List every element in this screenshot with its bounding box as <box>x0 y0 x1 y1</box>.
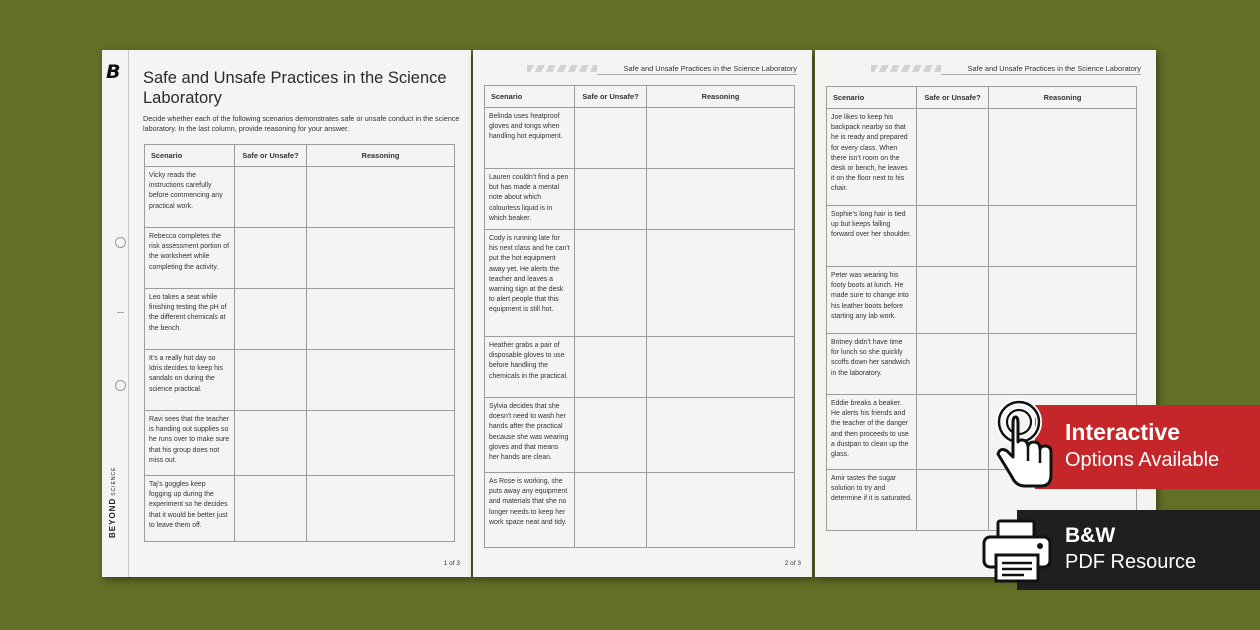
safe-unsafe-cell[interactable] <box>917 470 989 531</box>
page-number: 2 of 3 <box>784 560 801 567</box>
reasoning-cell[interactable] <box>989 267 1137 334</box>
table-row <box>145 228 455 289</box>
brand-logo: B <box>106 61 121 83</box>
safe-unsafe-cell[interactable] <box>575 108 647 169</box>
scenario-cell: Rebecca completes the risk assessment portion of the worksheet while completing the activity. <box>145 228 235 289</box>
interactive-banner-subtitle: Options Available <box>1065 449 1220 471</box>
safe-unsafe-cell[interactable] <box>917 206 989 267</box>
column-header-safe-unsafe: Safe or Unsafe? <box>917 87 989 109</box>
scenario-cell: Peter was wearing his footy boots at lunch. He made sure to change into his leather boots before starting any lab work. <box>827 267 917 334</box>
brand-vertical-text: BEYONDSCIENCE <box>108 466 117 538</box>
running-header <box>871 63 1141 74</box>
scenario-cell: Sylvia decides that she doesn’t need to wash her hands after the practical because she was wearing gloves and that means her hands are clean. <box>485 398 575 473</box>
table-row <box>145 476 455 542</box>
safe-unsafe-cell[interactable] <box>575 169 647 230</box>
punch-hole-icon <box>115 380 126 391</box>
scenario-cell: Eddie breaks a beaker. He alerts his friends and the teacher of the danger and then proceeds to use a dustpan to clean up the glass. <box>827 395 917 470</box>
scenario-cell: Ravi sees that the teacher is handing out supplies so he runs over to make sure that his group does not miss out. <box>145 411 235 476</box>
scenario-cell: As Rose is working, she puts away any equipment and materials that she no longer needs to keep her work space neat and tidy. <box>485 473 575 548</box>
header-stripes <box>871 65 941 72</box>
table-row <box>827 206 1137 267</box>
binding-line <box>128 50 129 577</box>
column-header-scenario: Scenario <box>827 87 917 109</box>
reasoning-cell[interactable] <box>647 337 795 398</box>
reasoning-cell[interactable] <box>989 109 1137 206</box>
column-header-reasoning: Reasoning <box>989 87 1137 109</box>
column-header-reasoning: Reasoning <box>647 86 795 108</box>
table-row <box>485 230 795 337</box>
safe-unsafe-cell[interactable] <box>917 395 989 470</box>
printer-icon <box>980 519 1056 583</box>
touch-hand-icon <box>985 397 1065 497</box>
column-header-reasoning: Reasoning <box>307 145 455 167</box>
reasoning-cell[interactable] <box>647 473 795 548</box>
punch-mark <box>117 312 124 313</box>
header-rule <box>941 74 1141 75</box>
reasoning-cell[interactable] <box>307 411 455 476</box>
column-header-safe-unsafe: Safe or Unsafe? <box>235 145 307 167</box>
safe-unsafe-cell[interactable] <box>235 167 307 228</box>
header-rule <box>597 74 797 75</box>
worksheet-page-2 <box>473 50 812 577</box>
table-row <box>827 267 1137 334</box>
safe-unsafe-cell[interactable] <box>575 337 647 398</box>
worksheet-instructions: Decide whether each of the following scenarios demonstrates safe or unsafe conduct in the science laboratory. In the last column, provide reasoning for your answer. <box>143 114 460 133</box>
header-stripes <box>527 65 597 72</box>
table-row <box>827 109 1137 206</box>
table-row <box>485 337 795 398</box>
reasoning-cell[interactable] <box>989 206 1137 267</box>
safe-unsafe-cell[interactable] <box>917 109 989 206</box>
scenario-cell: Amir tastes the sugar solution to try and determine if it is saturated. <box>827 470 917 531</box>
reasoning-cell[interactable] <box>647 169 795 230</box>
reasoning-cell[interactable] <box>307 350 455 411</box>
running-header-label: Safe and Unsafe Practices in the Science Laboratory <box>623 64 797 73</box>
safe-unsafe-cell[interactable] <box>235 289 307 350</box>
worksheet-page-3 <box>815 50 1156 577</box>
safe-unsafe-cell[interactable] <box>575 398 647 473</box>
table-row <box>145 167 455 228</box>
scenario-cell: Sophie’s long hair is tied up but keeps falling forward over her shoulder. <box>827 206 917 267</box>
table-row <box>485 108 795 169</box>
safe-unsafe-cell[interactable] <box>575 473 647 548</box>
scenario-table <box>484 85 795 548</box>
safe-unsafe-cell[interactable] <box>575 230 647 337</box>
running-header <box>527 63 797 74</box>
table-row <box>145 350 455 411</box>
column-header-scenario: Scenario <box>485 86 575 108</box>
scenario-cell: Leo takes a seat while finishing testing the pH of the different chemicals at the bench. <box>145 289 235 350</box>
worksheet-title: Safe and Unsafe Practices in the Science Laboratory <box>143 69 447 107</box>
table-row <box>827 334 1137 395</box>
table-row <box>145 289 455 350</box>
reasoning-cell[interactable] <box>307 167 455 228</box>
interactive-options-banner[interactable] <box>1035 405 1260 489</box>
page-number: 1 of 3 <box>443 560 460 567</box>
scenario-cell: It’s a really hot day so Idris decides to keep his sandals on during the science practical. <box>145 350 235 411</box>
scenario-cell: Vicky reads the instructions carefully before commencing any practical work. <box>145 167 235 228</box>
column-header-safe-unsafe: Safe or Unsafe? <box>575 86 647 108</box>
reasoning-cell[interactable] <box>647 230 795 337</box>
table-row <box>485 473 795 548</box>
worksheet-page-1 <box>102 50 471 577</box>
scenario-table <box>144 144 455 542</box>
safe-unsafe-cell[interactable] <box>235 411 307 476</box>
reasoning-cell[interactable] <box>989 334 1137 395</box>
safe-unsafe-cell[interactable] <box>235 350 307 411</box>
scenario-cell: Taj’s goggles keep fogging up during the experiment so he decides that it would be better just to leave them off. <box>145 476 235 542</box>
scenario-cell: Britney didn’t have time for lunch so she quickly scoffs down her sandwich in the laboratory. <box>827 334 917 395</box>
reasoning-cell[interactable] <box>307 476 455 542</box>
table-row <box>485 169 795 230</box>
safe-unsafe-cell[interactable] <box>917 267 989 334</box>
reasoning-cell[interactable] <box>307 228 455 289</box>
scenario-cell: Belinda uses heatproof gloves and tongs when handling hot equipment. <box>485 108 575 169</box>
interactive-banner-title: Interactive <box>1065 419 1181 445</box>
punch-hole-icon <box>115 237 126 248</box>
table-row <box>145 411 455 476</box>
safe-unsafe-cell[interactable] <box>235 476 307 542</box>
bw-banner-subtitle: PDF Resource <box>1065 551 1197 573</box>
bw-banner-title: B&W <box>1065 524 1116 547</box>
reasoning-cell[interactable] <box>647 398 795 473</box>
reasoning-cell[interactable] <box>307 289 455 350</box>
running-header-label: Safe and Unsafe Practices in the Science Laboratory <box>967 64 1141 73</box>
safe-unsafe-cell[interactable] <box>917 334 989 395</box>
scenario-cell: Joe likes to keep his backpack nearby so that he is ready and prepared for every class. When there isn’t room on the desk or bench, he leaves it on the floor next to his chair. <box>827 109 917 206</box>
table-row <box>485 398 795 473</box>
safe-unsafe-cell[interactable] <box>235 228 307 289</box>
column-header-scenario: Scenario <box>145 145 235 167</box>
scenario-cell: Lauren couldn’t find a pen but has made a mental note about which colourless liquid is in which beaker. <box>485 169 575 230</box>
scenario-cell: Heather grabs a pair of disposable gloves to use before handling the chemicals in the practical. <box>485 337 575 398</box>
reasoning-cell[interactable] <box>647 108 795 169</box>
scenario-cell: Cody is running late for his next class and he can’t put the hot equipment away yet. He alerts the teacher and leaves a warning sign at the desk to alert people that this equipment is still hot. <box>485 230 575 337</box>
